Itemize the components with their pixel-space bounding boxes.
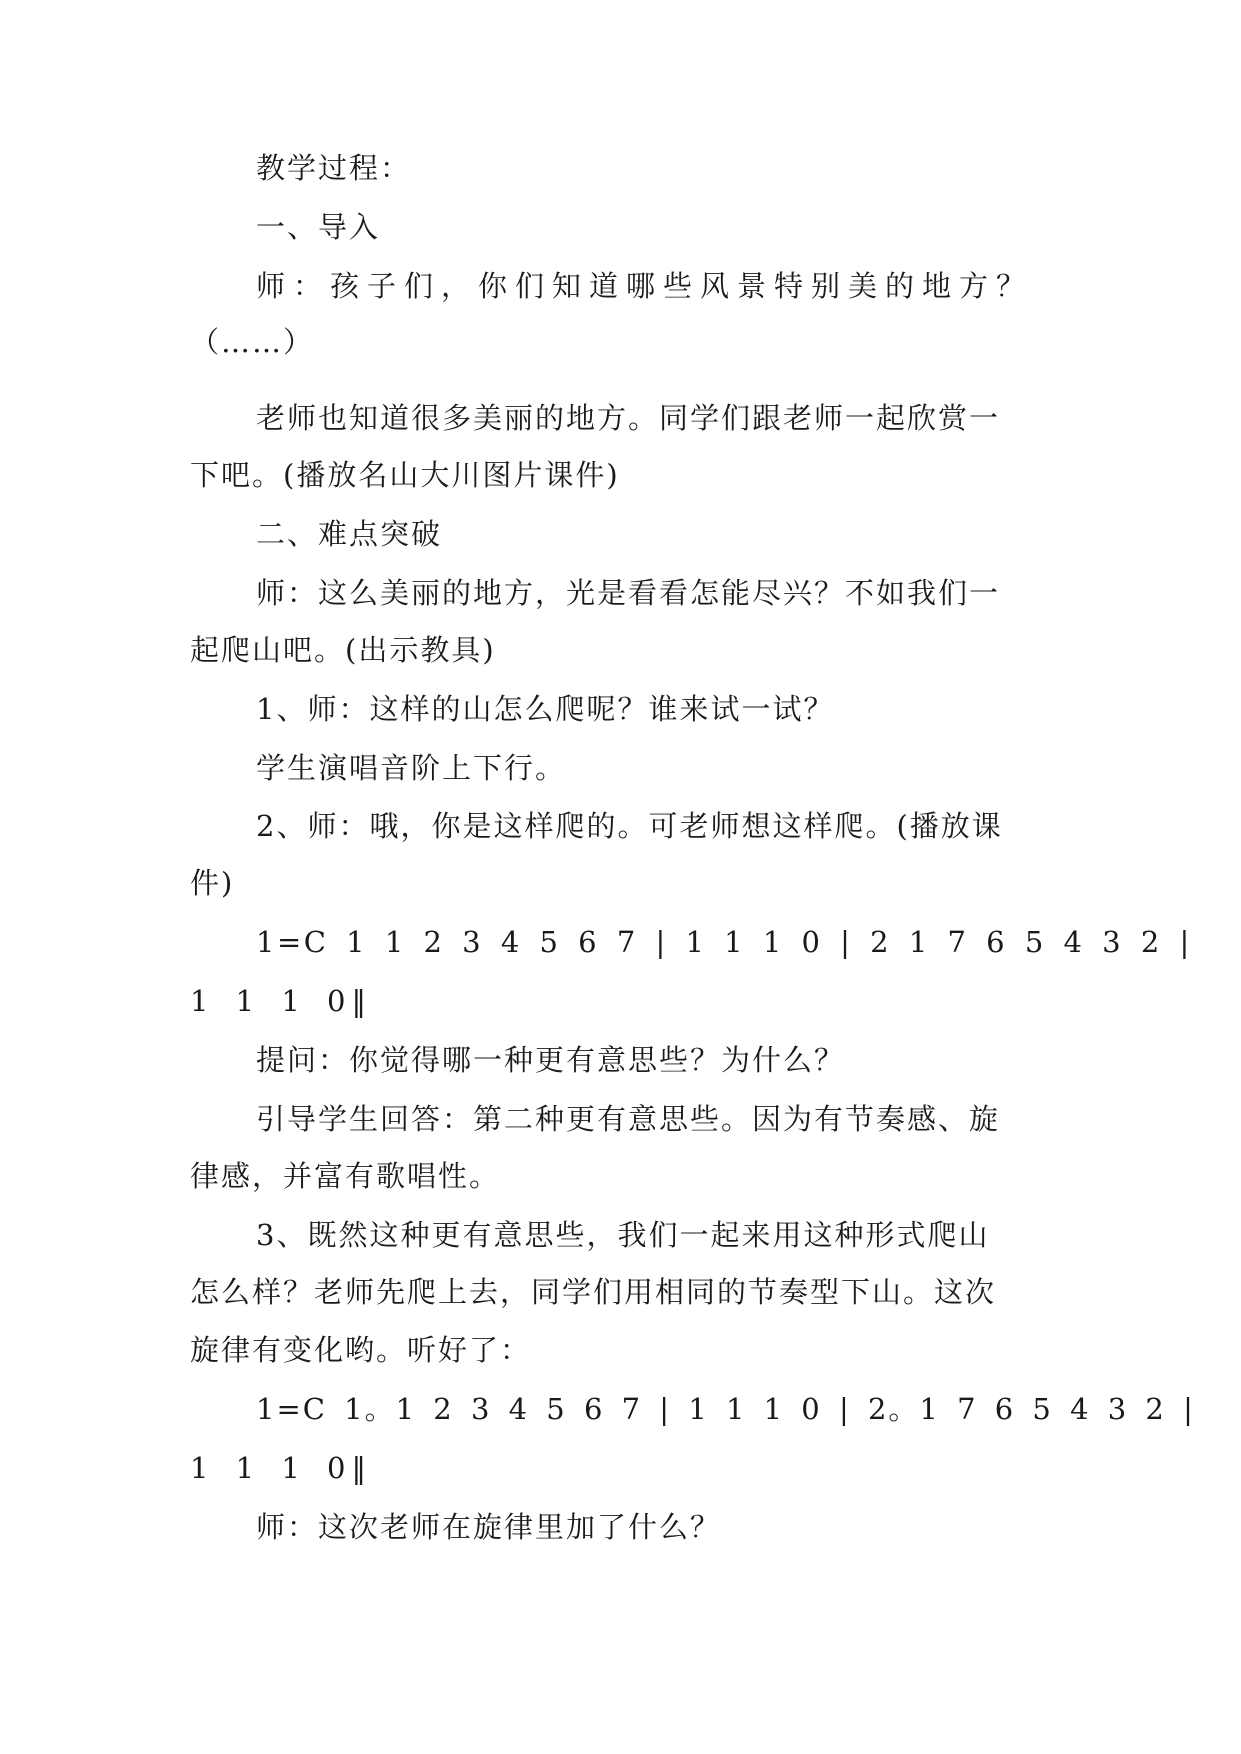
paragraph-9-line-3: 旋律有变化哟。听好了：: [190, 1333, 532, 1367]
section1-title: 一、导入: [256, 210, 381, 244]
paragraph-1-line-1: 师：孩子们，你们知道哪些风景特别美的地方？: [256, 269, 1034, 303]
paragraph-2-line-2: 下吧。(播放名山大川图片课件): [190, 458, 620, 492]
paragraph-7: 提问：你觉得哪一种更有意思些？为什么？: [256, 1043, 846, 1077]
paragraph-3-line-2: 起爬山吧。(出示教具): [190, 633, 496, 667]
notation-1-line-2: 1 1 1 0‖: [190, 984, 372, 1018]
paragraph-5: 学生演唱音阶上下行。: [256, 751, 567, 785]
paragraph-3-line-1: 师：这么美丽的地方，光是看看怎能尽兴？不如我们一: [256, 576, 1001, 610]
paragraph-6-line-1: 2、师：哦，你是这样爬的。可老师想这样爬。(播放课: [256, 809, 1003, 843]
paragraph-8-line-1: 引导学生回答：第二种更有意思些。因为有节奏感、旋: [256, 1102, 1001, 1136]
section2-title: 二、难点突破: [256, 517, 443, 551]
notation-1-line-1: 1=C 1 1 2 3 4 5 6 7 | 1 1 1 0 | 2 1 7 6 5 4 3 2 |: [256, 925, 1192, 959]
notation-2-line-1: 1=C 1。1 2 3 4 5 6 7 | 1 1 1 0 | 2。1 7 6 5 4 3 2 |: [256, 1392, 1195, 1426]
paragraph-10: 师：这次老师在旋律里加了什么？: [256, 1510, 722, 1544]
paragraph-1-line-2: （……）: [190, 325, 315, 359]
paragraph-4: 1、师：这样的山怎么爬呢？谁来试一试？: [256, 692, 835, 726]
paragraph-9-line-1: 3、既然这种更有意思些，我们一起来用这种形式爬山: [256, 1218, 990, 1252]
notation-2-line-2: 1 1 1 0‖: [190, 1451, 372, 1485]
paragraph-8-line-2: 律感，并富有歌唱性。: [190, 1159, 501, 1193]
paragraph-6-line-2: 件): [190, 866, 235, 900]
paragraph-9-line-2: 怎么样？老师先爬上去，同学们用相同的节奏型下山。这次: [190, 1275, 997, 1309]
heading: 教学过程：: [256, 151, 412, 185]
paragraph-2-line-1: 老师也知道很多美丽的地方。同学们跟老师一起欣赏一: [256, 401, 1001, 435]
